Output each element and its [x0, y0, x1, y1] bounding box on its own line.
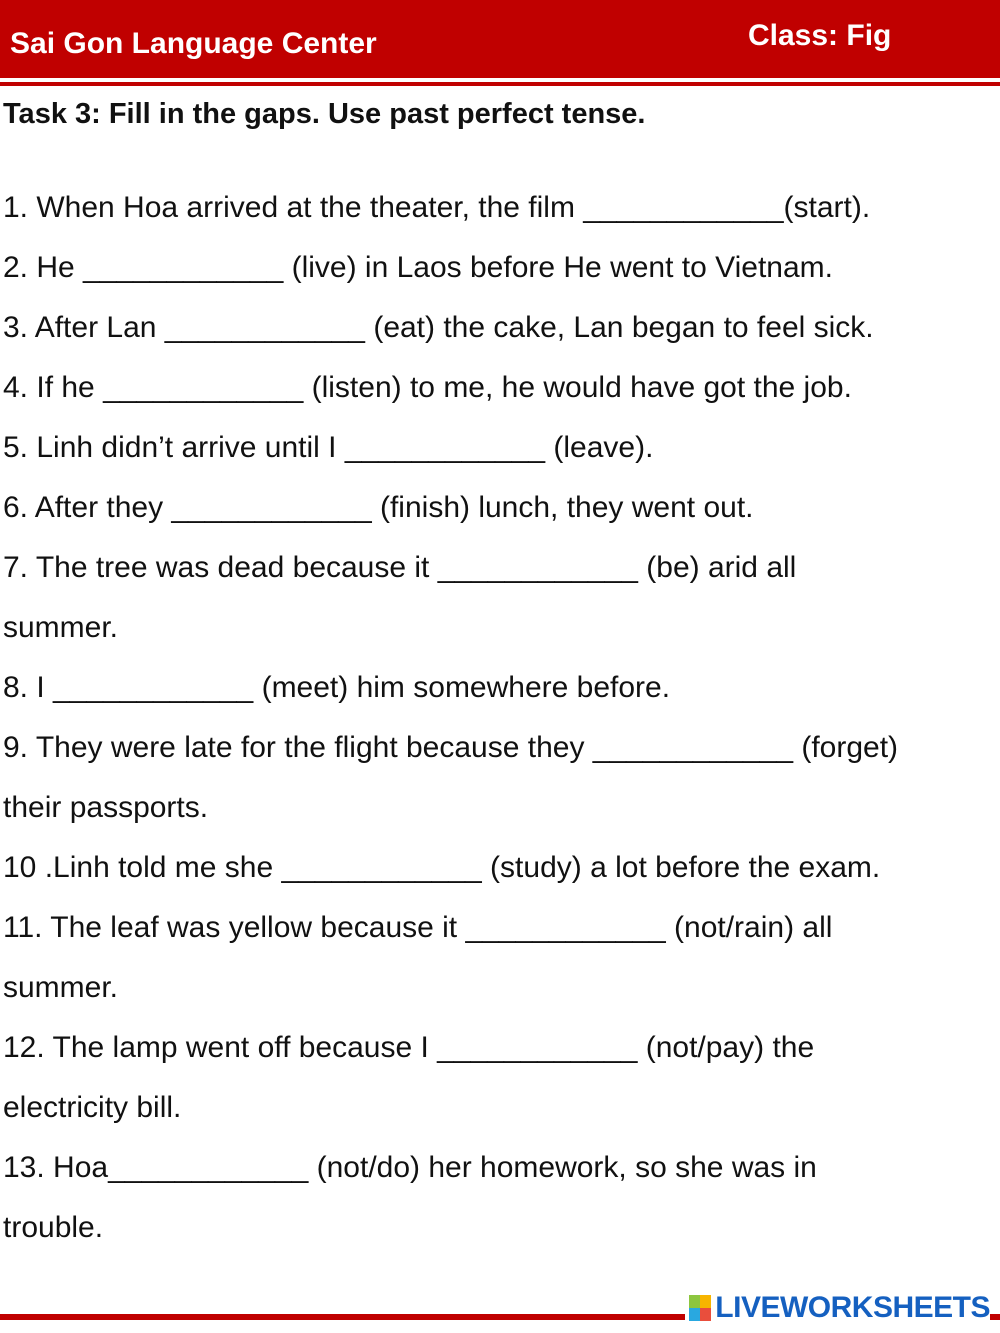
- exercise-line: trouble.: [3, 1211, 104, 1244]
- exercise-line: summer.: [3, 971, 119, 1004]
- exercise-line: electricity bill.: [3, 1091, 182, 1124]
- exercise-line: 10 .Linh told me she ____________ (study) a lot before the exam.: [3, 851, 881, 884]
- class-label: Class: Fig: [748, 19, 892, 52]
- exercise-line: 13. Hoa____________ (not/do) her homework, so she was in: [3, 1151, 817, 1184]
- exercise-line: 2. He ____________ (live) in Laos before He went to Vietnam.: [3, 251, 833, 284]
- exercise-line: 12. The lamp went off because I ____________ (not/pay) the: [3, 1031, 815, 1064]
- exercise-line: 3. After Lan ____________ (eat) the cake, Lan began to feel sick.: [3, 311, 874, 344]
- liveworksheets-brand[interactable]: [685, 1288, 990, 1328]
- header-bar: [0, 0, 1000, 78]
- exercise-line: their passports.: [3, 791, 209, 824]
- exercise-line: 7. The tree was dead because it ____________ (be) arid all: [3, 551, 797, 584]
- exercise-line: 5. Linh didn’t arrive until I ____________ (leave).: [3, 431, 654, 464]
- exercise-line: 11. The leaf was yellow because it ____________ (not/rain) all: [3, 911, 833, 944]
- exercise-line: 4. If he ____________ (listen) to me, he would have got the job.: [3, 371, 852, 404]
- exercise-line: 9. They were late for the flight because they ____________ (forget): [3, 731, 899, 764]
- center-name: Sai Gon Language Center: [10, 27, 377, 60]
- exercise-line: 6. After they ____________ (finish) lunch, they went out.: [3, 491, 754, 524]
- brand-text: LIVEWORKSHEETS: [715, 1291, 990, 1324]
- task-title: Task 3: Fill in the gaps. Use past perfect tense.: [3, 98, 646, 130]
- liveworksheets-logo-icon: [689, 1295, 711, 1321]
- exercise-line: 1. When Hoa arrived at the theater, the film ____________(start).: [3, 191, 871, 224]
- exercise-line: summer.: [3, 611, 119, 644]
- exercise-line: 8. I ____________ (meet) him somewhere before.: [3, 671, 671, 704]
- header-divider: [0, 82, 1000, 86]
